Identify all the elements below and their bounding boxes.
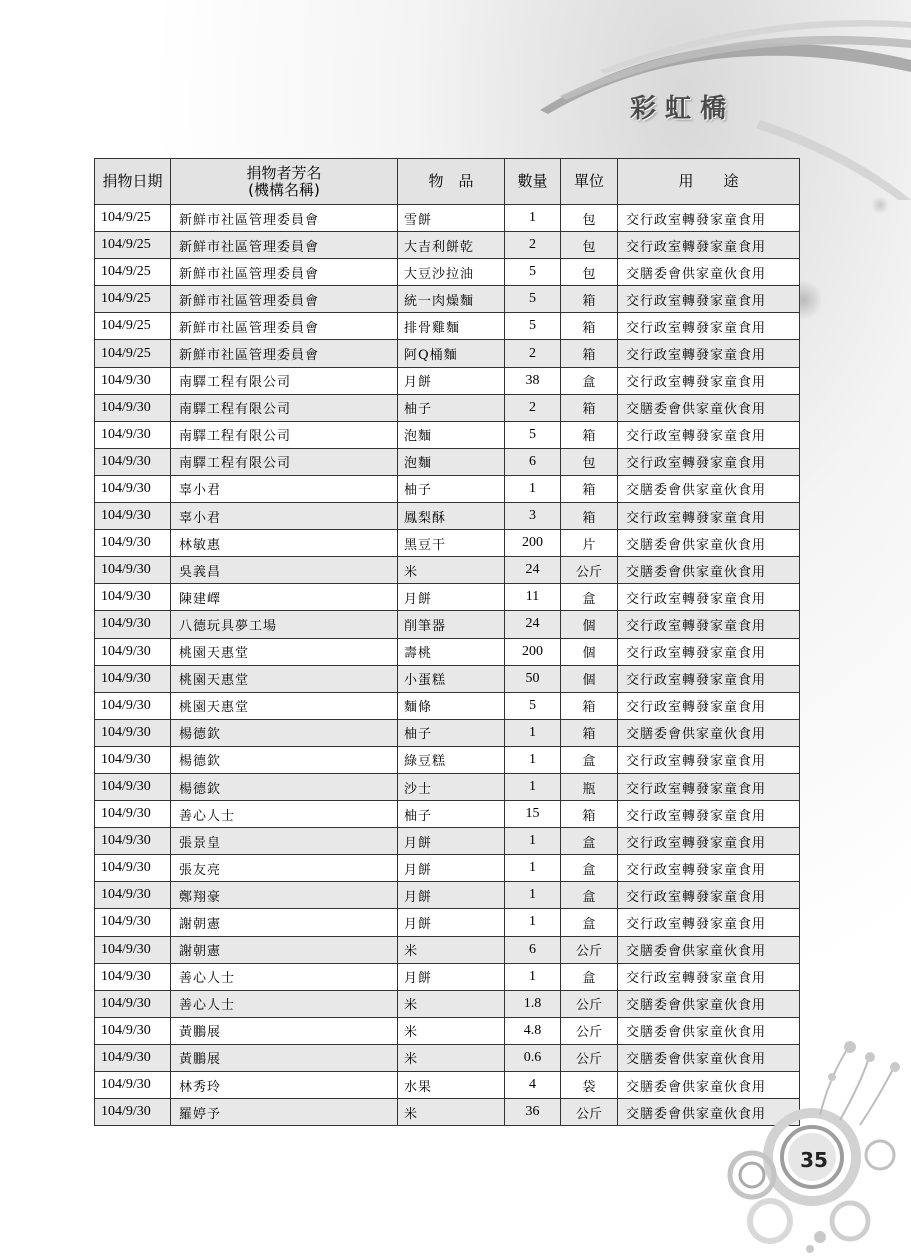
cell-qty: 200 xyxy=(505,530,561,557)
table-row xyxy=(95,990,800,1017)
cell-use: 交行政室轉發家童食用 xyxy=(618,448,800,475)
cell-date: 104/9/30 xyxy=(95,394,171,421)
cell-donor: 桃園天惠堂 xyxy=(171,638,398,665)
cell-date: 104/9/30 xyxy=(95,936,171,963)
cell-use: 交膳委會供家童伙食用 xyxy=(618,530,800,557)
cell-item: 月餅 xyxy=(398,367,505,394)
table-row xyxy=(95,1044,800,1071)
column-header-use: 用 途 xyxy=(618,159,800,205)
cell-donor: 善心人士 xyxy=(171,963,398,990)
cell-unit: 公斤 xyxy=(561,1099,618,1126)
column-header-donor xyxy=(171,159,398,205)
column-header-qty: 數量 xyxy=(505,159,561,205)
cell-donor: 辜小君 xyxy=(171,475,398,502)
table-row xyxy=(95,232,800,259)
cell-qty: 0.6 xyxy=(505,1044,561,1071)
cell-qty: 5 xyxy=(505,421,561,448)
table-row xyxy=(95,1099,800,1126)
cell-date: 104/9/30 xyxy=(95,503,171,530)
brand-title: 彩虹橋 xyxy=(629,94,735,124)
cell-date: 104/9/25 xyxy=(95,205,171,232)
cell-use: 交行政室轉發家童食用 xyxy=(618,286,800,313)
cell-unit: 箱 xyxy=(561,394,618,421)
cell-donor: 吳義昌 xyxy=(171,557,398,584)
cell-use: 交膳委會供家童伙食用 xyxy=(618,719,800,746)
cell-donor: 謝朝憲 xyxy=(171,909,398,936)
table-row xyxy=(95,692,800,719)
cell-unit: 盒 xyxy=(561,855,618,882)
cell-date: 104/9/30 xyxy=(95,665,171,692)
table-row xyxy=(95,909,800,936)
cell-use: 交膳委會供家童伙食用 xyxy=(618,259,800,286)
cell-date: 104/9/30 xyxy=(95,801,171,828)
cell-donor: 新鮮市社區管理委員會 xyxy=(171,340,398,367)
table-row xyxy=(95,855,800,882)
table-row xyxy=(95,746,800,773)
cell-item: 統一肉燥麵 xyxy=(398,286,505,313)
cell-qty: 2 xyxy=(505,340,561,367)
cell-qty: 1 xyxy=(505,909,561,936)
cell-qty: 6 xyxy=(505,448,561,475)
cell-unit: 公斤 xyxy=(561,557,618,584)
cell-unit: 包 xyxy=(561,205,618,232)
cell-unit: 包 xyxy=(561,232,618,259)
cell-qty: 1 xyxy=(505,855,561,882)
cell-unit: 公斤 xyxy=(561,990,618,1017)
table-row xyxy=(95,1017,800,1044)
cell-unit: 個 xyxy=(561,665,618,692)
table-row xyxy=(95,205,800,232)
cell-donor: 新鮮市社區管理委員會 xyxy=(171,205,398,232)
cell-qty: 4.8 xyxy=(505,1017,561,1044)
cell-use: 交膳委會供家童伙食用 xyxy=(618,1099,800,1126)
cell-date: 104/9/25 xyxy=(95,286,171,313)
table-row xyxy=(95,448,800,475)
cell-use: 交行政室轉發家童食用 xyxy=(618,882,800,909)
cell-use: 交行政室轉發家童食用 xyxy=(618,232,800,259)
cell-item: 月餅 xyxy=(398,909,505,936)
cell-item: 米 xyxy=(398,990,505,1017)
cell-item: 大豆沙拉油 xyxy=(398,259,505,286)
cell-use: 交行政室轉發家童食用 xyxy=(618,909,800,936)
table-row xyxy=(95,584,800,611)
decorative-dot xyxy=(871,196,889,214)
cell-donor: 八德玩具夢工場 xyxy=(171,611,398,638)
cell-donor: 南驛工程有限公司 xyxy=(171,367,398,394)
cell-qty: 5 xyxy=(505,692,561,719)
cell-use: 交膳委會供家童伙食用 xyxy=(618,1072,800,1099)
table-row xyxy=(95,340,800,367)
cell-qty: 5 xyxy=(505,286,561,313)
cell-donor: 鄭翔豪 xyxy=(171,882,398,909)
table-row xyxy=(95,286,800,313)
cell-donor: 桃園天惠堂 xyxy=(171,692,398,719)
cell-item: 排骨雞麵 xyxy=(398,313,505,340)
table-row xyxy=(95,719,800,746)
cell-use: 交行政室轉發家童食用 xyxy=(618,855,800,882)
column-header-date: 捐物日期 xyxy=(95,159,171,205)
cell-item: 米 xyxy=(398,1099,505,1126)
cell-date: 104/9/25 xyxy=(95,340,171,367)
cell-use: 交行政室轉發家童食用 xyxy=(618,611,800,638)
cell-use: 交行政室轉發家童食用 xyxy=(618,801,800,828)
cell-donor: 桃園天惠堂 xyxy=(171,665,398,692)
cell-donor: 楊德欽 xyxy=(171,719,398,746)
cell-date: 104/9/30 xyxy=(95,746,171,773)
table-row xyxy=(95,828,800,855)
cell-item: 米 xyxy=(398,1044,505,1071)
cell-item: 阿Q桶麵 xyxy=(398,340,505,367)
table-row xyxy=(95,394,800,421)
cell-unit: 個 xyxy=(561,638,618,665)
cell-qty: 1 xyxy=(505,746,561,773)
cell-donor: 楊德欽 xyxy=(171,746,398,773)
table-row xyxy=(95,259,800,286)
cell-date: 104/9/30 xyxy=(95,638,171,665)
cell-use: 交行政室轉發家童食用 xyxy=(618,773,800,800)
cell-unit: 箱 xyxy=(561,503,618,530)
cell-item: 麵條 xyxy=(398,692,505,719)
cell-unit: 個 xyxy=(561,611,618,638)
cell-donor: 林敏惠 xyxy=(171,530,398,557)
cell-date: 104/9/30 xyxy=(95,475,171,502)
cell-unit: 盒 xyxy=(561,828,618,855)
cell-donor: 楊德欽 xyxy=(171,773,398,800)
cell-date: 104/9/30 xyxy=(95,773,171,800)
cell-item: 黑豆干 xyxy=(398,530,505,557)
cell-use: 交行政室轉發家童食用 xyxy=(618,584,800,611)
cell-item: 柚子 xyxy=(398,475,505,502)
cell-donor: 新鮮市社區管理委員會 xyxy=(171,313,398,340)
cell-item: 月餅 xyxy=(398,963,505,990)
cell-donor: 南驛工程有限公司 xyxy=(171,448,398,475)
cell-item: 綠豆糕 xyxy=(398,746,505,773)
cell-qty: 2 xyxy=(505,232,561,259)
cell-qty: 3 xyxy=(505,503,561,530)
cell-unit: 公斤 xyxy=(561,1017,618,1044)
cell-qty: 5 xyxy=(505,313,561,340)
cell-donor: 南驛工程有限公司 xyxy=(171,394,398,421)
cell-date: 104/9/30 xyxy=(95,421,171,448)
cell-unit: 箱 xyxy=(561,340,618,367)
cell-qty: 1.8 xyxy=(505,990,561,1017)
cell-item: 月餅 xyxy=(398,584,505,611)
cell-unit: 公斤 xyxy=(561,1044,618,1071)
cell-item: 米 xyxy=(398,936,505,963)
cell-date: 104/9/30 xyxy=(95,611,171,638)
cell-item: 米 xyxy=(398,557,505,584)
column-header-donor-line1: 捐物者芳名 xyxy=(246,163,322,182)
cell-qty: 50 xyxy=(505,665,561,692)
donation-table xyxy=(94,158,800,1126)
cell-item: 雪餅 xyxy=(398,205,505,232)
cell-item: 泡麵 xyxy=(398,421,505,448)
cell-donor: 善心人士 xyxy=(171,990,398,1017)
cell-use: 交行政室轉發家童食用 xyxy=(618,665,800,692)
table-row xyxy=(95,963,800,990)
cell-qty: 200 xyxy=(505,638,561,665)
cell-use: 交膳委會供家童伙食用 xyxy=(618,990,800,1017)
column-header-unit: 單位 xyxy=(561,159,618,205)
cell-qty: 1 xyxy=(505,882,561,909)
cell-unit: 箱 xyxy=(561,475,618,502)
cell-date: 104/9/30 xyxy=(95,990,171,1017)
cell-qty: 1 xyxy=(505,205,561,232)
cell-date: 104/9/30 xyxy=(95,1017,171,1044)
cell-item: 沙士 xyxy=(398,773,505,800)
table-row xyxy=(95,638,800,665)
table-row xyxy=(95,557,800,584)
cell-unit: 袋 xyxy=(561,1072,618,1099)
cell-date: 104/9/30 xyxy=(95,367,171,394)
cell-use: 交行政室轉發家童食用 xyxy=(618,340,800,367)
cell-unit: 箱 xyxy=(561,421,618,448)
table-row xyxy=(95,421,800,448)
cell-item: 削筆器 xyxy=(398,611,505,638)
cell-unit: 盒 xyxy=(561,963,618,990)
cell-unit: 包 xyxy=(561,448,618,475)
cell-unit: 箱 xyxy=(561,313,618,340)
cell-item: 月餅 xyxy=(398,828,505,855)
table-row xyxy=(95,367,800,394)
column-header-donor-line2: (機構名稱) xyxy=(248,180,320,199)
cell-date: 104/9/30 xyxy=(95,530,171,557)
cell-unit: 箱 xyxy=(561,286,618,313)
cell-unit: 盒 xyxy=(561,909,618,936)
cell-use: 交行政室轉發家童食用 xyxy=(618,638,800,665)
cell-date: 104/9/30 xyxy=(95,828,171,855)
cell-unit: 盒 xyxy=(561,367,618,394)
column-header-item: 物 品 xyxy=(398,159,505,205)
cell-use: 交膳委會供家童伙食用 xyxy=(618,475,800,502)
table-row xyxy=(95,611,800,638)
table-row xyxy=(95,665,800,692)
cell-donor: 黃鵬展 xyxy=(171,1017,398,1044)
cell-date: 104/9/30 xyxy=(95,1072,171,1099)
cell-date: 104/9/30 xyxy=(95,1044,171,1071)
cell-unit: 盒 xyxy=(561,746,618,773)
table-row xyxy=(95,801,800,828)
cell-date: 104/9/30 xyxy=(95,692,171,719)
cell-unit: 瓶 xyxy=(561,773,618,800)
cell-date: 104/9/30 xyxy=(95,1099,171,1126)
cell-donor: 張景皇 xyxy=(171,828,398,855)
cell-qty: 1 xyxy=(505,475,561,502)
cell-item: 壽桃 xyxy=(398,638,505,665)
cell-use: 交行政室轉發家童食用 xyxy=(618,746,800,773)
cell-use: 交膳委會供家童伙食用 xyxy=(618,394,800,421)
table-row xyxy=(95,1072,800,1099)
cell-date: 104/9/30 xyxy=(95,584,171,611)
cell-qty: 2 xyxy=(505,394,561,421)
table-row xyxy=(95,530,800,557)
table-row xyxy=(95,936,800,963)
cell-qty: 36 xyxy=(505,1099,561,1126)
cell-donor: 新鮮市社區管理委員會 xyxy=(171,232,398,259)
cell-use: 交行政室轉發家童食用 xyxy=(618,313,800,340)
page-number: 35 xyxy=(800,1148,828,1172)
cell-qty: 24 xyxy=(505,557,561,584)
cell-item: 泡麵 xyxy=(398,448,505,475)
cell-qty: 6 xyxy=(505,936,561,963)
cell-date: 104/9/25 xyxy=(95,232,171,259)
cell-unit: 箱 xyxy=(561,801,618,828)
table-row xyxy=(95,882,800,909)
cell-unit: 片 xyxy=(561,530,618,557)
cell-use: 交行政室轉發家童食用 xyxy=(618,692,800,719)
cell-qty: 15 xyxy=(505,801,561,828)
cell-qty: 1 xyxy=(505,828,561,855)
cell-qty: 1 xyxy=(505,963,561,990)
cell-unit: 盒 xyxy=(561,584,618,611)
cell-donor: 南驛工程有限公司 xyxy=(171,421,398,448)
cell-unit: 盒 xyxy=(561,882,618,909)
cell-use: 交膳委會供家童伙食用 xyxy=(618,936,800,963)
cell-use: 交行政室轉發家童食用 xyxy=(618,367,800,394)
cell-use: 交行政室轉發家童食用 xyxy=(618,828,800,855)
cell-donor: 辜小君 xyxy=(171,503,398,530)
cell-qty: 5 xyxy=(505,259,561,286)
cell-use: 交行政室轉發家童食用 xyxy=(618,503,800,530)
cell-use: 交膳委會供家童伙食用 xyxy=(618,1044,800,1071)
cell-donor: 新鮮市社區管理委員會 xyxy=(171,259,398,286)
cell-item: 水果 xyxy=(398,1072,505,1099)
cell-unit: 箱 xyxy=(561,692,618,719)
cell-use: 交膳委會供家童伙食用 xyxy=(618,1017,800,1044)
cell-donor: 林秀玲 xyxy=(171,1072,398,1099)
cell-use: 交行政室轉發家童食用 xyxy=(618,421,800,448)
cell-donor: 陳建嶧 xyxy=(171,584,398,611)
cell-item: 大吉利餅乾 xyxy=(398,232,505,259)
cell-item: 月餅 xyxy=(398,882,505,909)
cell-date: 104/9/25 xyxy=(95,259,171,286)
cell-date: 104/9/30 xyxy=(95,882,171,909)
cell-qty: 24 xyxy=(505,611,561,638)
cell-qty: 11 xyxy=(505,584,561,611)
cell-donor: 新鮮市社區管理委員會 xyxy=(171,286,398,313)
cell-qty: 38 xyxy=(505,367,561,394)
cell-date: 104/9/30 xyxy=(95,909,171,936)
table-header-row xyxy=(95,159,800,205)
cell-date: 104/9/30 xyxy=(95,855,171,882)
cell-item: 米 xyxy=(398,1017,505,1044)
table-row xyxy=(95,475,800,502)
cell-date: 104/9/25 xyxy=(95,313,171,340)
table-row xyxy=(95,503,800,530)
cell-donor: 羅婷予 xyxy=(171,1099,398,1126)
cell-item: 鳳梨酥 xyxy=(398,503,505,530)
cell-date: 104/9/30 xyxy=(95,448,171,475)
cell-item: 柚子 xyxy=(398,394,505,421)
cell-use: 交行政室轉發家童食用 xyxy=(618,205,800,232)
cell-item: 柚子 xyxy=(398,719,505,746)
cell-item: 小蛋糕 xyxy=(398,665,505,692)
cell-item: 月餅 xyxy=(398,855,505,882)
cell-use: 交行政室轉發家童食用 xyxy=(618,963,800,990)
cell-item: 柚子 xyxy=(398,801,505,828)
cell-date: 104/9/30 xyxy=(95,557,171,584)
cell-donor: 張友亮 xyxy=(171,855,398,882)
cell-donor: 善心人士 xyxy=(171,801,398,828)
cell-date: 104/9/30 xyxy=(95,719,171,746)
cell-unit: 公斤 xyxy=(561,936,618,963)
cell-unit: 箱 xyxy=(561,719,618,746)
cell-qty: 1 xyxy=(505,719,561,746)
cell-qty: 4 xyxy=(505,1072,561,1099)
cell-unit: 包 xyxy=(561,259,618,286)
table-row xyxy=(95,773,800,800)
cell-donor: 謝朝憲 xyxy=(171,936,398,963)
cell-use: 交膳委會供家童伙食用 xyxy=(618,557,800,584)
cell-qty: 1 xyxy=(505,773,561,800)
cell-donor: 黃鵬展 xyxy=(171,1044,398,1071)
table-row xyxy=(95,313,800,340)
cell-date: 104/9/30 xyxy=(95,963,171,990)
